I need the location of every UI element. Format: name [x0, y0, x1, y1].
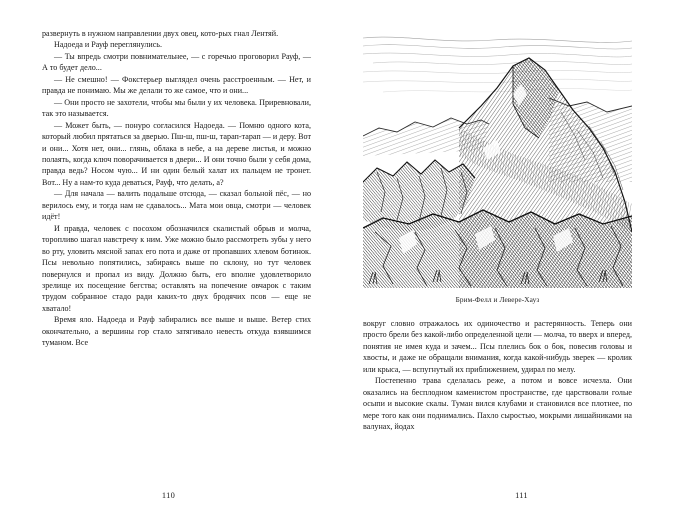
spacer [363, 304, 632, 318]
paragraph: — Не смешно! — Фокстерьер выглядел очень расстроенным. — Нет, и правда не понимаю. Мы же делали то же самое, что и они... [42, 74, 311, 96]
illustration-caption: Брим-Фелл и Левере-Хауз [455, 295, 540, 304]
paragraph: Надоеда и Рауф переглянулись. [54, 40, 163, 50]
left-page-text [42, 28, 311, 349]
paragraph: Постепенно трава сделалась реже, а потом и вовсе исчезла. Они оказались на бесплодном каменистом пространстве, где царствовали голые осыпи и высокие скалы. Туман вился клубами и становился все плотнее, по мере того как они поднимались. Пахло сыростью, мокрыми лишайниками на валунах, йодах [363, 376, 632, 432]
right-page-text [363, 318, 632, 433]
mountain-ridge-engraving [363, 32, 632, 288]
paragraph: вокруг словно отражалось их одиночество и растерянность. Теперь они просто брели без какой-либо определенной цели — молча, то вверх и вперед, понятия не имея куда и зачем... Псы плелись бок о бок, повесив головы и хвосты, и даже не обращали внимания, когда какой-нибудь зверек — кролик или крыса, — вспугнутый их приближением, удирал по мелу. [363, 319, 632, 374]
paragraph: — Ты впредь смотри повнимательнее, — с горечью проговорил Рауф, — А то будет дело... [42, 51, 311, 73]
paragraph: — Они просто не захотели, чтобы мы были у их человека. Приревновали, так это называется. [42, 97, 311, 119]
paragraph: развернуть в нужном направлении двух овец, кото-рых гнал Лентяй. [42, 29, 279, 38]
page-right [337, 0, 674, 528]
paragraph: Время яло. Надоеда и Рауф забирались все выше и выше. Ветер стих окончательно, а вершины гор стало затягивало невесть откуда взявшимся туманом. Все [42, 315, 311, 348]
paragraph: И правда, человек с посохом обозначился скалистый обрыв и молча, торопливо шагал навстречу к ним. Уже можно было рассмотреть зубы у него во рту, уловить мясной запах его пота и даже от пропавших хлевом ботинок. Псы невольно попятились, забираясь выше по склону, но тут человек повернулся и пропал из виду. Должно быть, его вполне удовлетворило зрелище их посещение бегства; оставлять на попечение овчарок с таким трудом собранное стадо ради каких-то двух бродячих псов — еще не хватало! [42, 223, 311, 313]
paragraph: — Для начала — валить подальше отсюда, — сказал больной пёс, — но верилось ему, и тогда нам не сдавалось... Мата мои овца, смотри — человек идёт! [42, 189, 311, 222]
illustration-block [363, 32, 632, 304]
paragraph: — Может быть, — понуро согласился Надоеда. — Помню одного кота, который любил прятаться за дверью. Пш-ш, пш-ш, тарап-тарап — и деру. Вот и они... Хотя нет, они... глянь, облака в небе, а на дереве листья, и можно полаять, когда ключ поворачивается в двери... И они точно были у себя дома, правда ведь? Носом чую... И ни один белый халат их пальцем не тронет. Вот... Ну а нам-то куда деваться, Рауф, что делать, а? [42, 120, 311, 187]
page-number-right: 111 [515, 491, 528, 500]
page-number-left: 110 [161, 491, 176, 500]
